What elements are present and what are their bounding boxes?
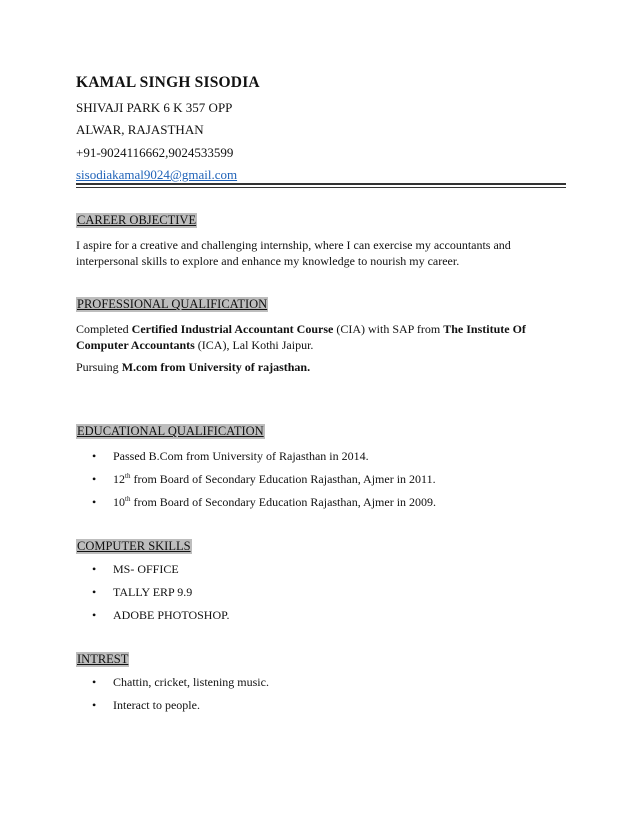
- address-line-1: SHIVAJI PARK 6 K 357 OPP: [76, 100, 233, 115]
- institute-name: The Institute Of Computer Accountants: [76, 322, 526, 352]
- list-item: • Interact to people.: [92, 698, 200, 712]
- email-link[interactable]: sisodiakamal9024@gmail.com: [76, 167, 238, 182]
- address-line-2: ALWAR, RAJASTHAN: [76, 122, 204, 137]
- professional-qualification-line-1: Completed Certified Industrial Accountant Course (CIA) with SAP from The Institute Of Computer Accountants (ICA), Lal Kothi Jaipur.: [76, 322, 526, 352]
- list-item: • MS- OFFICE: [92, 562, 179, 576]
- list-item: • 10th from Board of Secondary Education Rajasthan, Ajmer in 2009.: [92, 495, 437, 509]
- list-item: • TALLY ERP 9.9: [92, 585, 193, 599]
- interest-heading: INTREST: [77, 652, 129, 666]
- header-divider: [76, 183, 566, 185]
- professional-qualification-line-2: Pursuing M.com from University of rajasthan.: [76, 360, 311, 374]
- educational-qualification-heading: EDUCATIONAL QUALIFICATION: [77, 424, 264, 438]
- header-divider-thin: [76, 187, 566, 188]
- list-item: • Passed B.Com from University of Rajasthan in 2014.: [92, 449, 369, 463]
- phone-number: +91-9024116662,9024533599: [76, 145, 234, 160]
- list-item: • ADOBE PHOTOSHOP.: [92, 608, 230, 622]
- resume-page: [76, 0, 566, 826]
- computer-skills-heading: COMPUTER SKILLS: [77, 539, 191, 553]
- career-objective-text: I aspire for a creative and challenging internship, where I can exercise my accountants and interpersonal skills to explore and enhance my knowledge to nourish my career.: [76, 238, 511, 268]
- list-item: • 12th from Board of Secondary Education Rajasthan, Ajmer in 2011.: [92, 472, 436, 486]
- list-item: • Chattin, cricket, listening music.: [92, 675, 269, 689]
- course-name: Certified Industrial Accountant Course: [131, 322, 334, 336]
- professional-qualification-heading: PROFESSIONAL QUALIFICATION: [77, 297, 268, 311]
- candidate-name: KAMAL SINGH SISODIA: [76, 74, 260, 91]
- pursuing-degree: M.com from University of rajasthan.: [121, 360, 311, 374]
- career-objective-heading: CAREER OBJECTIVE: [77, 213, 197, 227]
